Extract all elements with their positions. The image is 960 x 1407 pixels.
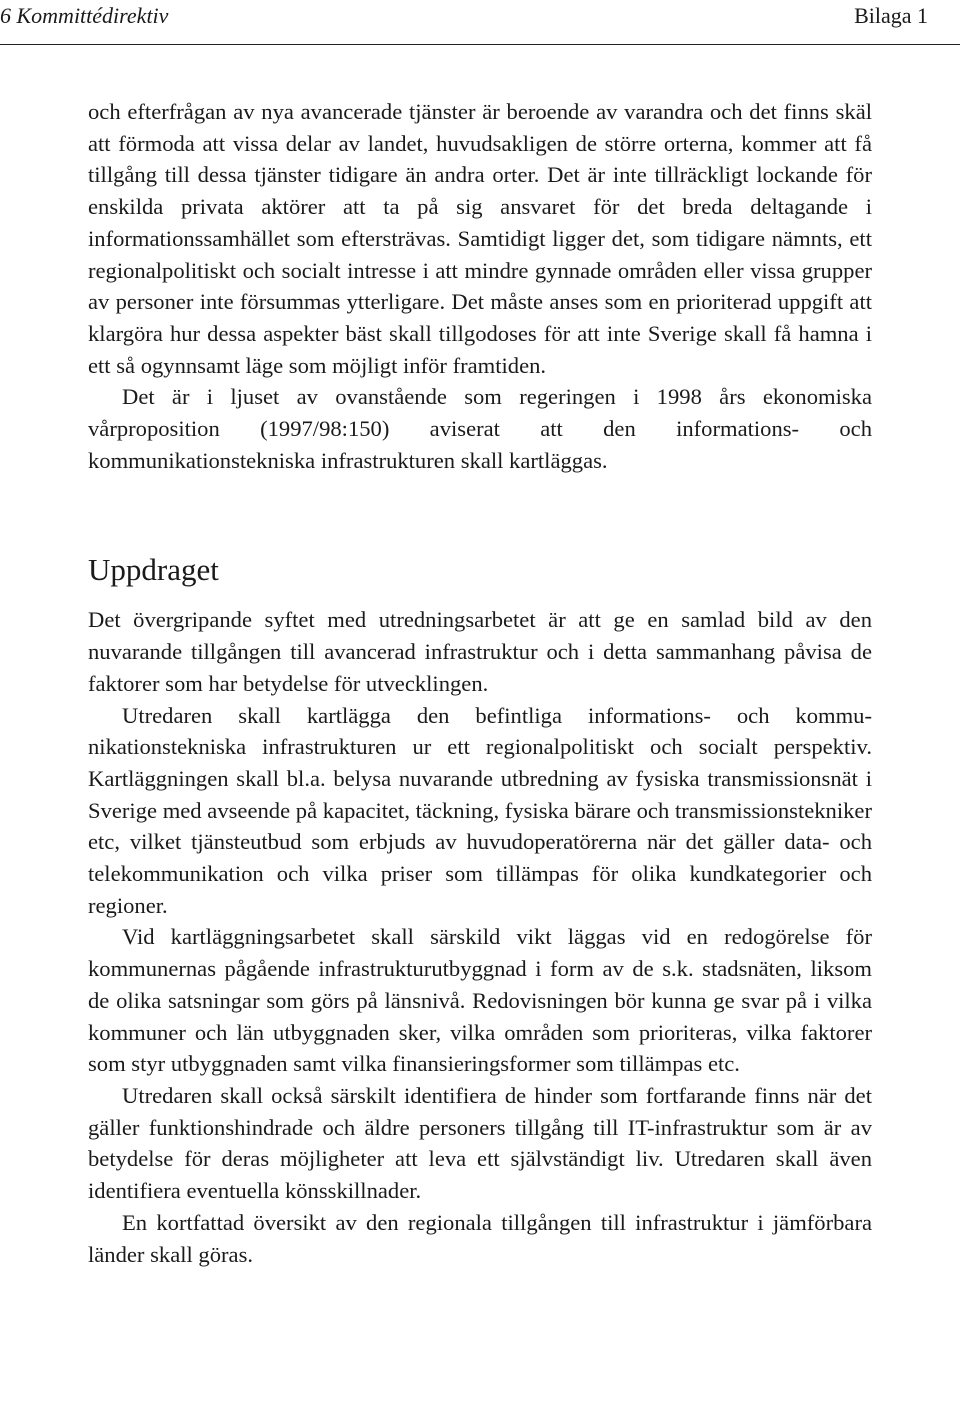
body-paragraph: Utredaren skall också särskilt identifiera de hinder som fortfarande finns när det gäller funktionshindrade och äldre personers tillgång till IT-infrastruktur som är av betydelse för deras möjligheter att leva ett självständigt liv. Utredaren skall även identifiera eventuella könsskillnader. xyxy=(88,1082,872,1204)
section-heading: Uppdraget xyxy=(88,552,219,588)
document-body xyxy=(88,96,872,1270)
header-appendix-label: Bilaga 1 xyxy=(854,3,928,28)
body-paragraph: Det övergripande syftet med utredningsarbetet är att ge en samlad bild av den nuvarande tillgången till avancerad infrastruktur och i detta sammanhang påvisa de faktorer som har betydelse för utvecklingen. xyxy=(88,607,872,696)
header-chapter-title: 6 Kommittédirektiv xyxy=(0,3,169,28)
body-paragraph: Det är i ljuset av ovanstående som regeringen i 1998 års ekonomiska vårproposition (1997/98:150) aviserat att den informations- och kommunikationstekniska infrastrukturen skall kartläggas. xyxy=(88,384,872,473)
body-paragraph: Utredaren skall kartlägga den befintliga informations- och kommunikationstekniska infrastrukturen ur ett regionalpolitiskt och socialt perspektiv. Kartläggningen skall bl.a. belysa nuvarande utbredning av fysiska transmissionsnät i Sverige med avseende på kapacitet, täckning, fysiska bärare och transmissionstekniker etc, vilket tjänsteutbud som erbjuds av huvudoperatörerna när det gäller data- och telekommunikation och vilka priser som tillämpas för olika kundkategorier och regioner. xyxy=(88,702,872,918)
body-paragraph: och efterfrågan av nya avancerade tjänster är beroende av varandra och det finns skäl att förmoda att vissa delar av landet, huvudsakligen de större orterna, kommer att få tillgång till dessa tjänster tidigare än andra orter. Det är inte tillräckligt lockande för enskilda privata aktörer att ta på sig ansvaret för det breda deltagande i informationssamhället som eftersträvas. Samtidigt ligger det, som tidigare nämnts, ett regionalpolitiskt och socialt intresse i att mindre gynnade områden eller vissa grupper av personer inte försummas ytterligare. Det måste anses som en prioriterad uppgift att klargöra hur dessa aspekter bäst skall tillgodoses för att inte Sverige skall få hamna i ett så ogynnsamt läge som möjligt inför framtiden. xyxy=(88,99,872,378)
body-paragraph: Vid kartläggningsarbetet skall särskild vikt läggas vid en redogörelse för kommunernas pågående infrastrukturutbyggnad i form av de s.k. stadsnäten, liksom de olika satsningar som görs på länsnivå. Redovisningen bör kunna ge svar på i vilka kommuner och län utbyggnaden sker, vilka områden som prioriteras, vilka faktorer som styr utbyggnaden samt vilka finansieringsformer som tillämpas etc. xyxy=(88,924,872,1077)
running-header xyxy=(0,0,960,45)
body-paragraph: En kortfattad översikt av den regionala tillgången till infrastruktur i jämförbara länder skall göras. xyxy=(88,1209,872,1267)
